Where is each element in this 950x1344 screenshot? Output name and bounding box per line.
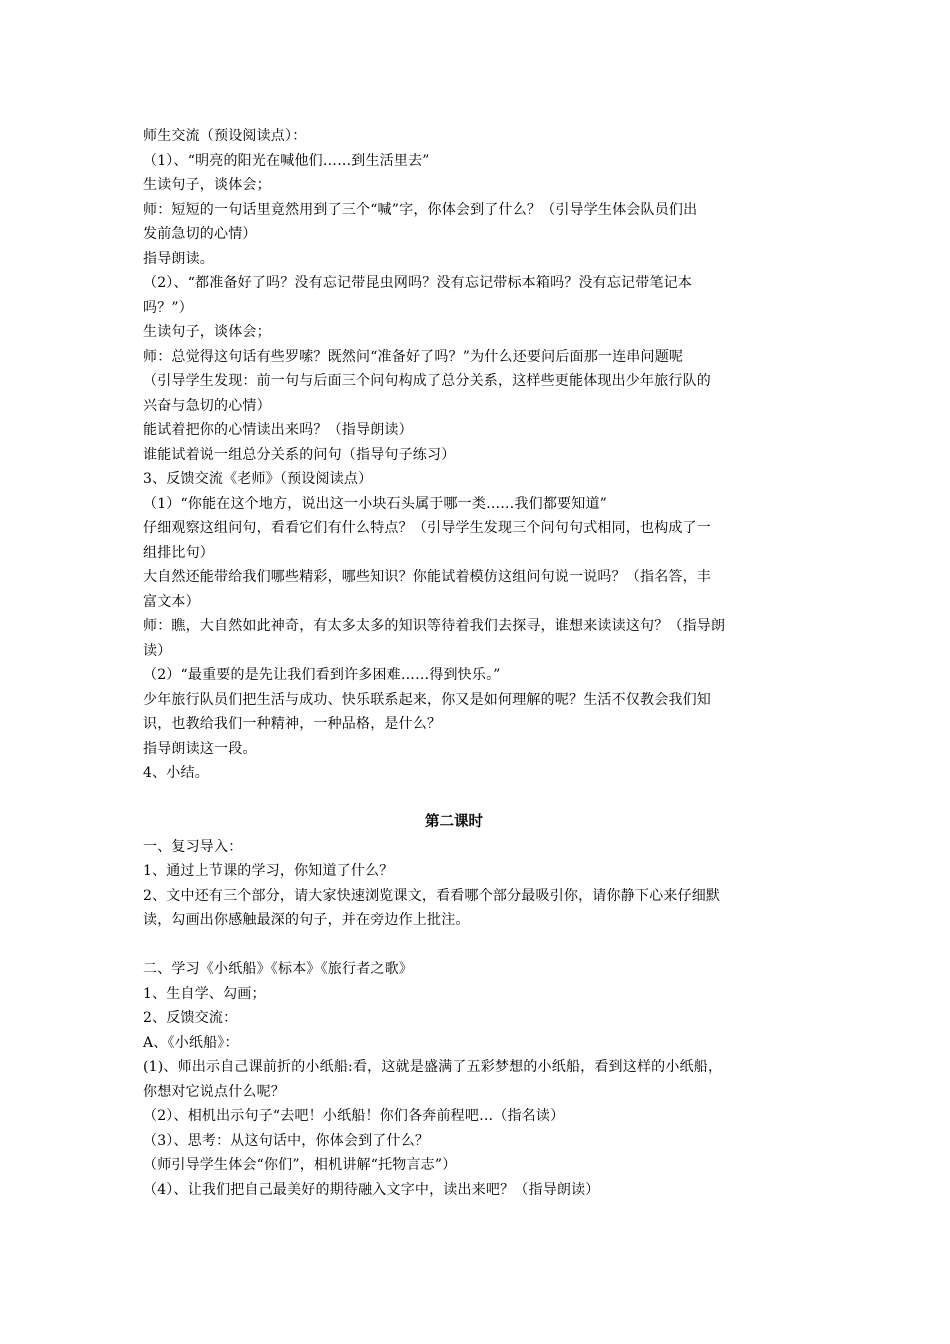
section-heading: 第二课时 — [425, 814, 483, 830]
lesson-one-section — [143, 124, 813, 786]
text-line: （4）、让我们把自己最美好的期待融入文字中，读出来吧？（指导朗读） — [143, 1181, 600, 1198]
text-line: (1)、师出示自己课前折的小纸船:看，这就是盛满了五彩梦想的小纸船，看到这样的小纸船， — [143, 1059, 723, 1075]
text-line: 一、复习导入： — [143, 838, 243, 855]
text-line: 大自然还能带给我们哪些精彩，哪些知识？你能试着模仿这组问句说一说吗？（指名答，丰 — [143, 569, 711, 585]
text-line: 吗？”） — [143, 299, 193, 316]
text-line: A、《小纸船》： — [143, 1034, 239, 1051]
text-line: （1）、“明亮的阳光在喊他们……到生活里去” — [143, 152, 430, 169]
text-line: 4、小结。 — [143, 765, 209, 781]
text-line: 二、学习《小纸船》《标本》《旅行者之歌》 — [143, 961, 413, 977]
text-line: （引导学生发现：前一句与后面三个问句构成了总分关系，这样些更能体现出少年旅行队的 — [143, 373, 711, 389]
text-line: 富文本） — [143, 593, 200, 610]
text-line: 师：总觉得这句话有些罗嗦？既然问“准备好了吗？”为什么还要问后面那一连串问题呢 — [143, 348, 684, 365]
text-line: 兴奋与急切的心情） — [143, 397, 271, 414]
text-line: （2）、相机出示句子“去吧！小纸船！你们各奔前程吧…（指名读） — [143, 1108, 565, 1124]
text-line: 生读句子，谈体会； — [143, 324, 271, 340]
review-section — [143, 835, 813, 933]
text-line: 师生交流（预设阅读点）： — [143, 128, 307, 144]
text-line: （3）、思考：从这句话中，你体会到了什么？ — [143, 1132, 430, 1149]
text-line: 能试着把你的心情读出来吗？（指导朗读） — [143, 422, 413, 438]
text-line: 读，勾画出你感触最深的句子，并在旁边作上批注。 — [143, 912, 470, 928]
text-line: 仔细观察这组问句，看看它们有什么特点？（引导学生发现三个问句句式相同，也构成了一 — [143, 520, 711, 536]
text-line: （师引导学生体会“你们”，相机讲解“托物言志”） — [143, 1157, 457, 1173]
blank-line — [143, 786, 813, 811]
text-line: 3、反馈交流《老师》（预设阅读点） — [143, 471, 373, 487]
document-page — [143, 124, 813, 1202]
text-line: （1）“你能在这个地方，说出这一小块石头属于哪一类……我们都要知道” — [143, 495, 608, 512]
text-line: （2）、“都准备好了吗？没有忘记带昆虫网吗？没有忘记带标本箱吗？没有忘记带笔记本 — [143, 275, 693, 291]
text-line: 生读句子，谈体会； — [143, 177, 271, 193]
text-line: 1、通过上节课的学习，你知道了什么？ — [143, 863, 394, 879]
text-line: 指导朗读这一段。 — [143, 740, 257, 757]
text-line: 谁能试着说一组总分关系的问句（指导句子练习） — [143, 446, 456, 463]
text-line: 发前急切的心情） — [143, 226, 257, 242]
text-line: 师：瞧，大自然如此神奇，有太多太多的知识等待着我们去探寻，谁想来读读这句？（指导朗 — [143, 618, 726, 634]
study-section — [143, 957, 813, 1202]
text-line: 2、反馈交流： — [143, 1010, 238, 1026]
text-line: 识，也教给我们一种精神，一种品格，是什么？ — [143, 716, 442, 732]
text-line: 你想对它说点什么呢？ — [143, 1083, 285, 1100]
text-line: 2、文中还有三个部分，请大家快速浏览课文，看看哪个部分最吸引你，请你静下心来仔细默 — [143, 887, 721, 904]
text-line: 1、生自学、勾画； — [143, 985, 266, 1002]
text-line: 读） — [143, 642, 172, 659]
text-line: 组排比句） — [143, 544, 214, 561]
blank-line — [143, 933, 813, 958]
text-line: （2）“最重要的是先让我们看到许多困难……得到快乐。” — [143, 667, 501, 683]
text-line: 少年旅行队员们把生活与成功、快乐联系起来，你又是如何理解的呢？生活不仅教会我们知 — [143, 691, 711, 708]
text-line: 指导朗读。 — [143, 250, 214, 267]
text-line: 师：短短的一句话里竟然用到了三个“喊”字，你体会到了什么？（引导学生体会队员们出 — [143, 201, 698, 218]
